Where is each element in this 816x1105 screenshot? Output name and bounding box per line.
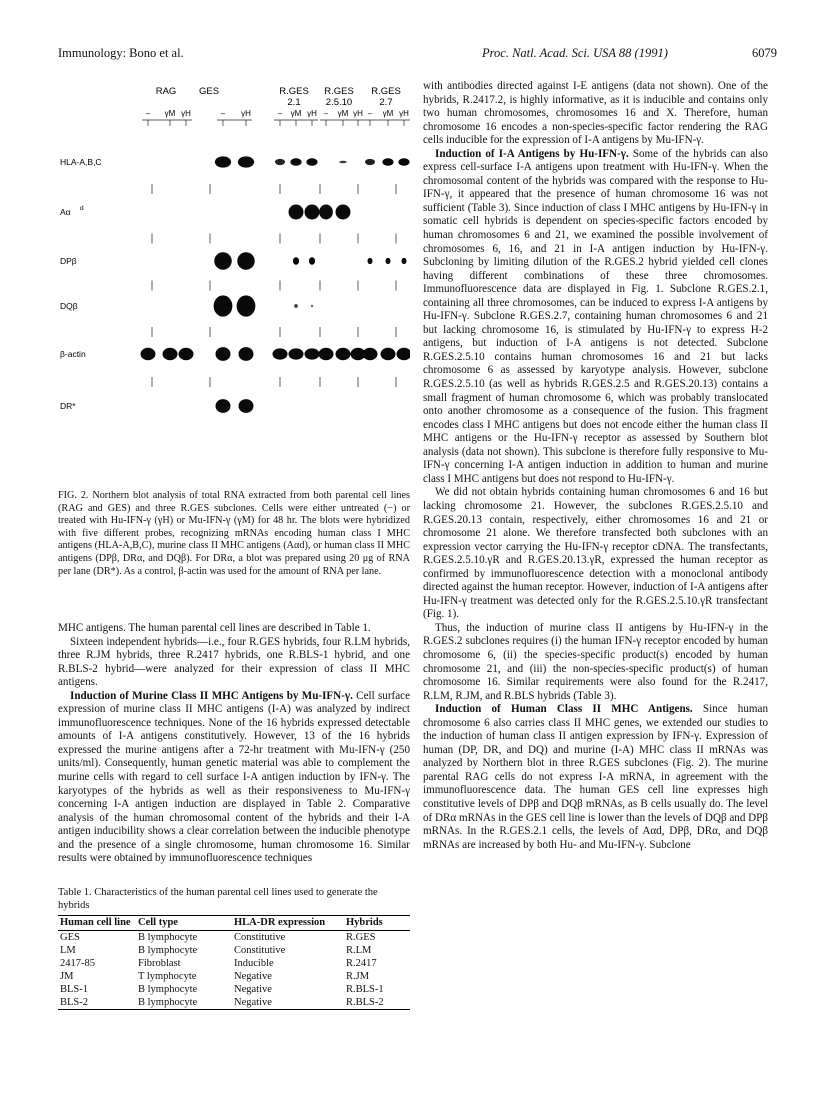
paragraph — [423, 148, 768, 487]
section-heading: Induction of Murine Class II MHC Antigens by Mu-IFN-γ. — [70, 689, 353, 702]
blot-band — [368, 258, 373, 264]
lane-label: – — [277, 109, 283, 118]
table-cell: R.LM — [346, 945, 372, 957]
table-cell: LM — [60, 945, 76, 957]
table-cell: R.BLS-2 — [344, 996, 410, 1010]
paragraph-text: MHC antigens. The human parental cell lines are described in Table 1. — [58, 622, 371, 634]
blot-band — [319, 348, 334, 361]
table-cell: B lymphocyte — [138, 984, 198, 996]
blot-band — [363, 348, 378, 361]
blot-band — [239, 347, 254, 361]
blot-band — [289, 205, 304, 220]
northern-blot-figure — [58, 84, 410, 484]
probe-label: DR* — [60, 401, 76, 411]
blot-band — [275, 159, 285, 165]
table-cell: Negative — [234, 984, 272, 996]
blot-band — [216, 399, 231, 413]
lane-group-label: GES — [198, 86, 220, 97]
table-header-cell: Hybrids — [346, 917, 383, 929]
lane-label: – — [367, 109, 373, 118]
blot-band — [402, 258, 407, 264]
table-cell: 2417-85 — [60, 958, 95, 970]
table-title: Table 1. Characteristics of the human parental cell lines used to generate the hybrids — [58, 887, 378, 911]
blot-band — [305, 348, 320, 359]
lane-label: – — [323, 109, 329, 118]
section-heading: Induction of Human Class II MHC Antigens. — [435, 703, 693, 716]
probe-label: β-actin — [60, 349, 86, 359]
lane-group-label: 2.5.10 — [325, 97, 353, 108]
blot-band — [289, 348, 304, 359]
paragraph-text: with antibodies directed against I-E antigens (data not shown). One of the hybrids, R.2417.2, is highly informative, as it is inducible and contains only two human chromosomes, chromosomes 16 and X. Therefore, human chromosome 16 encodes a non-species-specific factor rendering the RAG cells inducible for the expression of I-A antigens by Mu-IFN-γ. — [423, 80, 768, 147]
blot-band — [397, 348, 411, 361]
blot-band — [382, 158, 393, 166]
blot-band — [294, 304, 298, 308]
lane-label: γM — [382, 109, 394, 118]
blot-band — [216, 347, 231, 361]
blot-band — [309, 257, 315, 265]
probe-label: DPβ — [60, 256, 77, 266]
paragraph-text: Since human chromosome 6 also carries class II MHC genes, we extended our studies to the induction of human class II antigen expression by IFN-γ. Expression of human (DP, DR, and DQ) and murine (I-A) MHC class II mRNAs was analyzed by Northern blot in three R.GES subclones (Fig. 2). The murine parental RAG cells do not express I-A mRNA, in agreement with the immunofluorescence data. The human GES cell line expresses high constitutive levels of DPβ and DQβ mRNAs, as B cells usually do. The level of DRα mRNAs in the GES cell line is lower than the levels of DQβ and DPβ mRNAs. In the R.GES.2.1 cells, the levels of Aαd, DPβ, DRα, and DQβ mRNAs are increased by both Hu- and Mu-IFN-γ. Subclone — [423, 703, 768, 851]
table-cell: GES — [60, 932, 80, 944]
blot-band — [239, 399, 254, 413]
lane-label: γH — [241, 109, 251, 118]
lane-group-label: 2.7 — [379, 97, 393, 108]
running-head-authors: Immunology: Bono et al. — [58, 46, 184, 60]
paragraph-text: We did not obtain hybrids containing human chromosomes 6 and 16 but lacking chromosome 21. However, the subclones R.GES.2.5.10 and R.GES.20.13 contain, respectively, either chromosomes 16 and 21 or chromosome 21 alone. We therefore transfected both subclones with an expression vector carrying the Hu-IFN-γ receptor cDNA. The transfectants, R.GES.2.5.10.γR and R.GES.20.13.γR, expressed the human receptor as confirmed by immunofluorescence detection with a monoclonal antibody directed against the human receptor. However, induction of I-A antigens after Hu-IFN-γ treatment was detected only for the R.GES.2.5.10.γR transfectant (Fig. 1). — [423, 486, 768, 621]
table-cell: T lymphocyte — [138, 971, 197, 983]
blot-band — [306, 158, 317, 166]
table-cell: Negative — [232, 996, 344, 1010]
blot-band — [398, 158, 409, 166]
blot-band — [237, 295, 256, 316]
lane-label: γH — [307, 109, 317, 118]
paragraph-text: Thus, the induction of murine class II antigens by Hu-IFN-γ in the R.GES.2 subclones requires (i) the human IFN-γ receptor encoded by human chromosome 6, (ii) the species-specific product(s) encoded by human chromosome 21, and (iii) the non-species-specific product(s) of human chromosome 16. Similar requirements were also found for the R.2417, R.LM, R.JM, and R.BLS hybrids (Table 3). — [423, 621, 768, 702]
paragraph — [58, 636, 410, 690]
lane-group-label: R.GES — [324, 86, 354, 97]
lane-label: – — [220, 109, 226, 118]
page-number: 6079 — [752, 46, 777, 60]
right-text-column — [423, 80, 768, 852]
blot-band — [311, 305, 314, 308]
lane-label: γH — [353, 109, 363, 118]
blot-band — [179, 348, 194, 361]
running-head-journal: Proc. Natl. Acad. Sci. USA 88 (1991) — [482, 46, 668, 60]
table-row — [58, 996, 410, 1010]
table-row — [58, 944, 410, 957]
table-header-cell: HLA-DR expression — [234, 917, 326, 929]
table-row — [58, 970, 410, 983]
table-row — [58, 983, 410, 996]
blot-band — [336, 348, 351, 361]
table-cell: R.BLS-1 — [346, 984, 384, 996]
table-cell: R.GES — [346, 932, 376, 944]
blot-band — [365, 159, 375, 165]
blot-band — [336, 205, 351, 220]
lane-label: γH — [399, 109, 409, 118]
blot-band — [214, 252, 232, 270]
lane-group-label: 2.1 — [287, 97, 301, 108]
lane-label: γM — [337, 109, 349, 118]
table-cell: Inducible — [234, 958, 274, 970]
blot-band — [305, 205, 320, 220]
table-cell: Constitutive — [234, 932, 286, 944]
table-cell: BLS-1 — [60, 984, 89, 996]
probe-label: HLA-A,B,C — [60, 157, 102, 167]
blot-band — [290, 158, 301, 166]
table-cell: B lymphocyte — [136, 996, 232, 1010]
left-text-column — [58, 622, 410, 866]
blot-band — [339, 161, 347, 164]
table-cell: B lymphocyte — [138, 945, 198, 957]
lane-group-label: RAG — [155, 86, 177, 97]
blot-band — [238, 156, 254, 167]
paragraph — [423, 486, 768, 621]
blot-band — [273, 348, 288, 359]
paragraph-text: Some of the hybrids can also express cell-surface I-A antigens upon treatment with Hu-IFN-γ. When the chromosomal content of the hybrids was compared with the response to Hu-IFN-γ, it appeared that the presence of human chromosome 16 was not sufficient (Table 3). Since induction of class I MHC antigens by Hu-IFN-γ in somatic cell hybrids is dependent on species-specific factors encoded by human chromosomes 6 and 21, we examined the possible involvement of chromosomes 6, 16, and 21 in I-A antigen induction by Hu-IFN-γ. Subcloning by limiting dilution of the R.GES.2 hybrid yielded cell clones having different combinations of these three chromosomes. Immunofluorescence data are displayed in Fig. 1. Subclone R.GES.2.1, containing all three chromosomes, can be induced to express I-A antigens by Hu-IFN-γ. Subclone R.GES.2.7, containing human chromosomes 6 and 21 but lacking chromosome 16, is stimulated by Hu-IFN-γ to express H-2 antigens, but induction of I-A antigens is not detected. Subclone R.GES.2.5.10 contains human chromosomes 16 and 21 but lacks chromosome 6 as assessed by karyotype analysis. However, subclone R.GES.2.5.10 (as well as hybrids R.GES.2.5 and R.GES.20.13) contains a small fragment of human chromosome 6, which was probably translocated onto another chromosome as a consequence of the fusion. This fragment encodes class I MHC antigens but does not encode either the human class II MHC antigens or the Hu-IFN-γ receptor as assessed by Southern blot analysis (data not shown). This subclone is therefore fully responsive to Mu-IFN-γ concerning I-A antigen induction in addition to human and murine class I MHC antigens but does not respond to Hu-IFN-γ. — [423, 147, 768, 485]
blot-band — [381, 348, 396, 361]
lane-label: γM — [290, 109, 302, 118]
probe-superscript: d — [80, 205, 84, 212]
blot-band — [319, 205, 333, 220]
paragraph — [58, 622, 410, 636]
blot-band — [214, 295, 233, 316]
blot-band — [141, 348, 156, 361]
table-cell: B lymphocyte — [138, 932, 198, 944]
blot-band — [163, 348, 178, 361]
table-row — [58, 931, 410, 945]
table-cell: BLS-2 — [58, 996, 136, 1010]
paragraph-text: Cell surface expression of murine class II MHC antigens (I-A) was analyzed by indirect immunofluorescence techniques. None of the 16 hybrids expressed detectable amounts of I-A antigens constitutively. However, 13 of the 16 hybrids expressed the murine antigens after a 72-hr treatment with Mu-IFN-γ (250 units/ml). Consequently, human genetic material was able to complement the murine cells with regard to cell surface I-A antigen induction by IFN-γ. The karyotypes of the hybrids as well as their responsiveness to Mu-IFN-γ concerning I-A antigen induction are displayed in Table 2. Comparative analysis of the human chromosomal content of the hybrids and their I-A antigen inducibility shows a clear correlation between the inducible phenotype and the presence of a single chromosome, human chromosome 16. Similar results were obtained by immunofluorescence techniques — [58, 689, 410, 865]
blot-band — [386, 258, 391, 264]
table-row — [58, 957, 410, 970]
lane-group-label: R.GES — [371, 86, 401, 97]
table-cell: JM — [60, 971, 74, 983]
paragraph-text: Sixteen independent hybrids—i.e., four R.GES hybrids, four R.LM hybrids, three R.JM hybrids, three R.2417 hybrids, one R.BLS-1 hybrid, and one R.BLS-2 hybrid—were analyzed for their expression of class II MHC antigens. — [58, 635, 410, 689]
paragraph — [423, 80, 768, 148]
table-cell: R.JM — [346, 971, 370, 983]
table-header-cell: Human cell line — [60, 917, 131, 929]
blot-band — [215, 156, 231, 167]
probe-label: DQβ — [60, 301, 78, 311]
probe-label: Aα — [60, 207, 71, 217]
lane-label: – — [145, 109, 151, 118]
table-header-cell: Cell type — [138, 917, 178, 929]
figure-caption: FIG. 2. Northern blot analysis of total RNA extracted from both parental cell lines (RAG and GES) and three R.GES subclones. Cells were either untreated (−) or treated with Hu-IFN-γ (γH) or Mu-IFN-γ (γM) for 48 hr. The blots were hybridized with five different probes, recognizing mRNAs encoding human class I MHC antigens (HLA-A,B,C), murine class II MHC antigens (Aαd), or human class II MHC antigens (DPβ, DRα, and DQβ). For DRα, a blot was prepared using 20 μg of RNA per lane (DR*). As a control, β-actin was used for the amount of RNA per lane. — [58, 490, 410, 577]
table-cell: Constitutive — [234, 945, 286, 957]
lane-label: γM — [164, 109, 176, 118]
characteristics-table — [58, 915, 410, 1010]
table-cell: R.2417 — [346, 958, 377, 970]
paragraph — [423, 703, 768, 852]
lane-group-label: R.GES — [279, 86, 309, 97]
table-1 — [58, 887, 410, 1010]
table-cell: Fibroblast — [138, 958, 181, 970]
lane-label: γH — [181, 109, 191, 118]
blot-band — [293, 257, 299, 265]
section-heading: Induction of I-A Antigens by Hu-IFN-γ. — [435, 147, 629, 160]
table-cell: Negative — [234, 971, 272, 983]
paragraph — [58, 690, 410, 866]
paragraph — [423, 622, 768, 703]
blot-band — [237, 252, 255, 270]
